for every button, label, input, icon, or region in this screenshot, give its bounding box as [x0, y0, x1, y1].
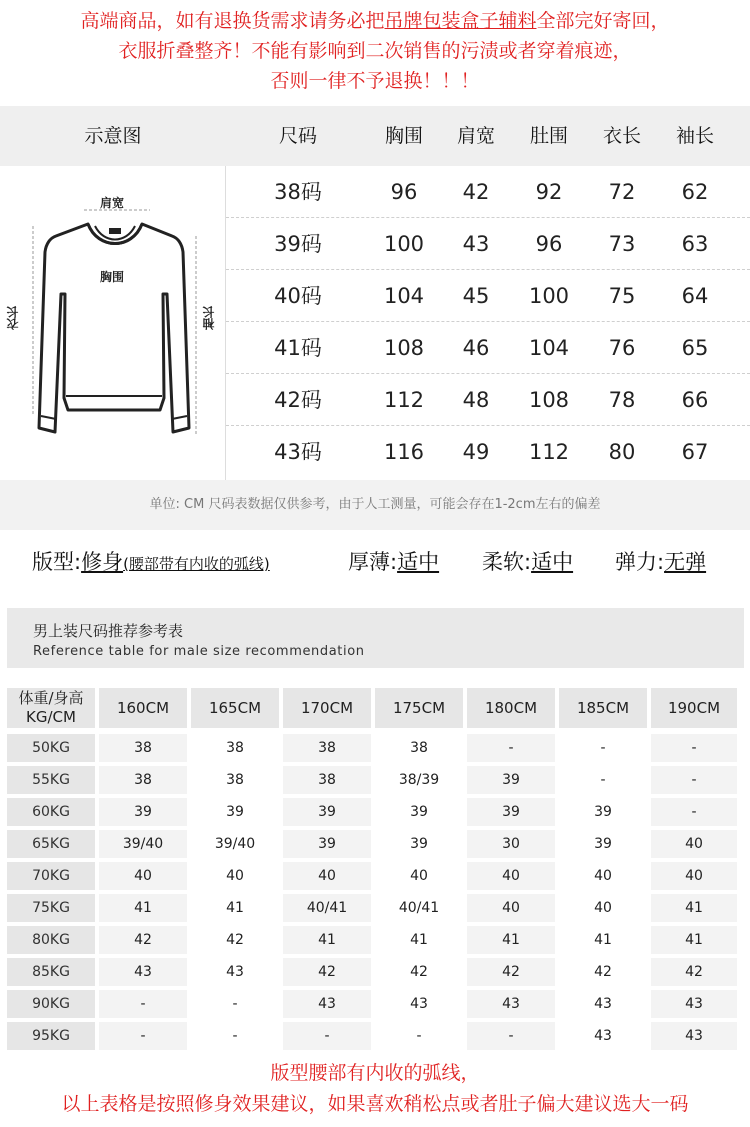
fit-advice-line-1: 版型腰部有内收的弧线， [270, 1062, 480, 1084]
size-recommendation-cell: 43 [99, 958, 187, 986]
size-recommendation-cell: 40 [410, 868, 428, 884]
size-recommendation-cell: 39/40 [99, 830, 187, 858]
size-recommendation-cell: 42 [226, 932, 244, 948]
size-chart-header [0, 106, 750, 166]
size-recommendation-cell: 41 [594, 932, 612, 948]
sleeve-cell: 66 [681, 388, 709, 412]
weight-row-header: 60KG [7, 798, 95, 826]
size-cell: 42码 [274, 388, 322, 412]
header-length: 衣长 [602, 125, 641, 147]
size-recommendation-cell: 40 [651, 830, 737, 858]
size-recommendation-cell: 43 [226, 964, 244, 980]
size-recommendation-cell: - [99, 990, 187, 1018]
size-recommendation-cell: 43 [467, 990, 555, 1018]
height-header: 185CM [559, 688, 647, 728]
size-recommendation-cell: 41 [283, 926, 371, 954]
header-belly: 肚围 [529, 125, 568, 147]
length-cell: 80 [608, 440, 636, 464]
size-recommendation-cell: 42 [410, 964, 428, 980]
chest-cell: 96 [390, 180, 418, 204]
length-cell: 73 [608, 232, 636, 256]
size-recommendation-cell: 39/40 [214, 836, 256, 852]
size-recommendation-cell: 41 [226, 900, 244, 916]
size-recommendation-cell: 39 [594, 836, 612, 852]
size-recommendation-cell: 40/41 [398, 900, 440, 916]
size-recommendation-cell: - [232, 1028, 238, 1044]
chest-cell: 100 [383, 232, 425, 256]
size-row [226, 166, 750, 218]
size-recommendation-cell: 39 [410, 836, 428, 852]
size-recommendation-cell: 39 [226, 804, 244, 820]
size-recommendation-cell: 39 [283, 830, 371, 858]
size-recommendation-cell: 38/39 [398, 772, 440, 788]
size-recommendation-cell: 39 [410, 804, 428, 820]
size-recommendation-cell: 40 [467, 894, 555, 922]
size-recommendation-cell: 41 [651, 926, 737, 954]
size-recommendation-cell: 39 [467, 766, 555, 794]
shoulder-cell: 48 [462, 388, 490, 412]
size-recommendation-cell: 40 [651, 862, 737, 890]
size-recommendation-cell: 42 [99, 926, 187, 954]
belly-cell: 108 [528, 388, 570, 412]
measurement-note: 单位: CM 尺码表数据仅供参考，由于人工测量，可能会存在1-2cm左右的偏差 [0, 480, 750, 530]
sweater-outline-icon [0, 166, 226, 480]
size-recommendation-cell: 40 [283, 862, 371, 890]
size-recommendation-cell: - [467, 1022, 555, 1050]
notice-line-2: 衣服折叠整齐！不能有影响到二次销售的污渍或者穿着痕迹， [118, 40, 632, 62]
fit-advice-note [0, 1058, 750, 1120]
shoulder-cell: 43 [462, 232, 490, 256]
size-recommendation-cell: 38 [226, 772, 244, 788]
weight-row-header: 70KG [7, 862, 95, 890]
size-row [226, 426, 750, 478]
shoulder-cell: 49 [462, 440, 490, 464]
fit-advice-line-2: 以上表格是按照修身效果建议，如果喜欢稍松点或者肚子偏大建议选大一码 [61, 1093, 689, 1115]
size-recommendation-cell: 41 [467, 926, 555, 954]
size-recommendation-cell: - [651, 766, 737, 794]
size-recommendation-cell: 39 [283, 798, 371, 826]
size-recommendation-cell: 38 [283, 734, 371, 762]
shoulder-cell: 42 [462, 180, 490, 204]
size-cell: 38码 [274, 180, 322, 204]
size-recommendation-cell: - [651, 798, 737, 826]
sleeve-cell: 67 [681, 440, 709, 464]
weight-row-header: 80KG [7, 926, 95, 954]
weight-row-header: 55KG [7, 766, 95, 794]
attr-fit: 版型:修身(腰部带有内收的弧线) [32, 550, 270, 574]
size-recommendation-cell: 30 [467, 830, 555, 858]
recommendation-title [7, 608, 744, 668]
size-recommendation-cell: 41 [410, 932, 428, 948]
size-cell: 41码 [274, 336, 322, 360]
size-recommendation-cell: 40 [99, 862, 187, 890]
height-header: 160CM [99, 688, 187, 728]
shoulder-cell: 46 [462, 336, 490, 360]
size-recommendation-cell: 40 [594, 868, 612, 884]
length-cell: 72 [608, 180, 636, 204]
weight-row-header: 95KG [7, 1022, 95, 1050]
label-sleeve: 袖长 [202, 306, 216, 330]
chest-cell: 104 [383, 284, 425, 308]
size-recommendation-cell: - [283, 1022, 371, 1050]
height-header: 190CM [651, 688, 737, 728]
size-row [226, 322, 750, 374]
length-cell: 78 [608, 388, 636, 412]
recommendation-title-cn: 男上装尺码推荐参考表 [33, 622, 184, 640]
size-recommendation-cell: - [600, 740, 606, 756]
chest-cell: 112 [383, 388, 425, 412]
height-header: 165CM [191, 688, 279, 728]
size-row [226, 218, 750, 270]
size-recommendation-cell: 43 [594, 1028, 612, 1044]
header-size: 尺码 [278, 125, 317, 147]
table-corner-header [7, 688, 95, 728]
size-recommendation-cell: - [467, 734, 555, 762]
sleeve-cell: 65 [681, 336, 709, 360]
recommendation-title-en: Reference table for male size recommendation [33, 644, 365, 659]
size-cell: 40码 [274, 284, 322, 308]
size-recommendation-cell: 43 [594, 996, 612, 1012]
weight-row-header: 75KG [7, 894, 95, 922]
size-recommendation-cell: 41 [651, 894, 737, 922]
size-recommendation-cell: 42 [651, 958, 737, 986]
size-recommendation-cell: - [416, 1028, 422, 1044]
sleeve-cell: 64 [681, 284, 709, 308]
belly-cell: 92 [535, 180, 563, 204]
corner-weight-height: 体重/身高 [18, 689, 84, 707]
size-cell: 39码 [274, 232, 322, 256]
size-row [226, 374, 750, 426]
size-recommendation-cell: 39 [467, 798, 555, 826]
header-shoulder: 肩宽 [456, 125, 495, 147]
size-recommendation-cell: 41 [99, 894, 187, 922]
attr-thickness: 厚薄:适中 [348, 550, 440, 574]
weight-row-header: 90KG [7, 990, 95, 1018]
belly-cell: 100 [528, 284, 570, 308]
chest-cell: 116 [383, 440, 425, 464]
height-header: 170CM [283, 688, 371, 728]
size-recommendation-cell: - [651, 734, 737, 762]
notice-line-3: 否则一律不予退换！！！ [270, 70, 480, 92]
shoulder-cell: 45 [462, 284, 490, 308]
size-recommendation-cell: 42 [594, 964, 612, 980]
product-attributes [0, 530, 750, 590]
weight-row-header: 85KG [7, 958, 95, 986]
chest-cell: 108 [383, 336, 425, 360]
size-recommendation-cell: 39 [594, 804, 612, 820]
height-header: 175CM [375, 688, 463, 728]
attr-softness: 柔软:适中 [482, 550, 574, 574]
label-chest: 胸围 [100, 270, 125, 284]
size-recommendation-cell: 38 [99, 766, 187, 794]
length-cell: 76 [608, 336, 636, 360]
header-sleeve: 袖长 [675, 125, 714, 147]
size-recommendation-cell: 43 [283, 990, 371, 1018]
sleeve-cell: 62 [681, 180, 709, 204]
corner-units: KG/CM [26, 708, 76, 726]
size-recommendation-cell: - [600, 772, 606, 788]
notice-line-1: 高端商品，如有退换货需求请务必把吊牌包装盒子辅料全部完好寄回， [80, 10, 670, 32]
belly-cell: 96 [535, 232, 563, 256]
return-policy-notice [0, 0, 750, 106]
height-header: 180CM [467, 688, 555, 728]
label-shoulder: 肩宽 [100, 196, 125, 210]
sleeve-cell: 63 [681, 232, 709, 256]
attr-elasticity: 弹力:无弹 [615, 550, 707, 574]
size-cell: 43码 [274, 440, 322, 464]
length-cell: 75 [608, 284, 636, 308]
sweater-diagram [0, 166, 226, 480]
size-recommendation-cell: 40/41 [283, 894, 371, 922]
weight-row-header: 50KG [7, 734, 95, 762]
size-recommendation-cell: 40 [226, 868, 244, 884]
header-diagram: 示意图 [84, 125, 142, 147]
size-recommendation-cell: 38 [226, 740, 244, 756]
size-recommendation-cell: 42 [283, 958, 371, 986]
size-recommendation-cell: 43 [651, 990, 737, 1018]
belly-cell: 104 [528, 336, 570, 360]
size-recommendation-cell: 38 [99, 734, 187, 762]
size-row [226, 270, 750, 322]
size-recommendation-cell: 42 [467, 958, 555, 986]
size-recommendation-cell: 43 [651, 1022, 737, 1050]
belly-cell: 112 [528, 440, 570, 464]
size-chart-body [0, 166, 750, 480]
size-recommendation-cell: 43 [410, 996, 428, 1012]
header-chest: 胸围 [384, 125, 423, 147]
size-recommendation-cell: 38 [410, 740, 428, 756]
size-recommendation-cell: 39 [99, 798, 187, 826]
weight-row-header: 65KG [7, 830, 95, 858]
size-recommendation-cell: 40 [594, 900, 612, 916]
label-length: 衣长 [6, 306, 20, 330]
size-recommendation-cell: - [232, 996, 238, 1012]
size-recommendation-cell: 40 [467, 862, 555, 890]
size-recommendation-cell: - [99, 1022, 187, 1050]
size-recommendation-cell: 38 [283, 766, 371, 794]
